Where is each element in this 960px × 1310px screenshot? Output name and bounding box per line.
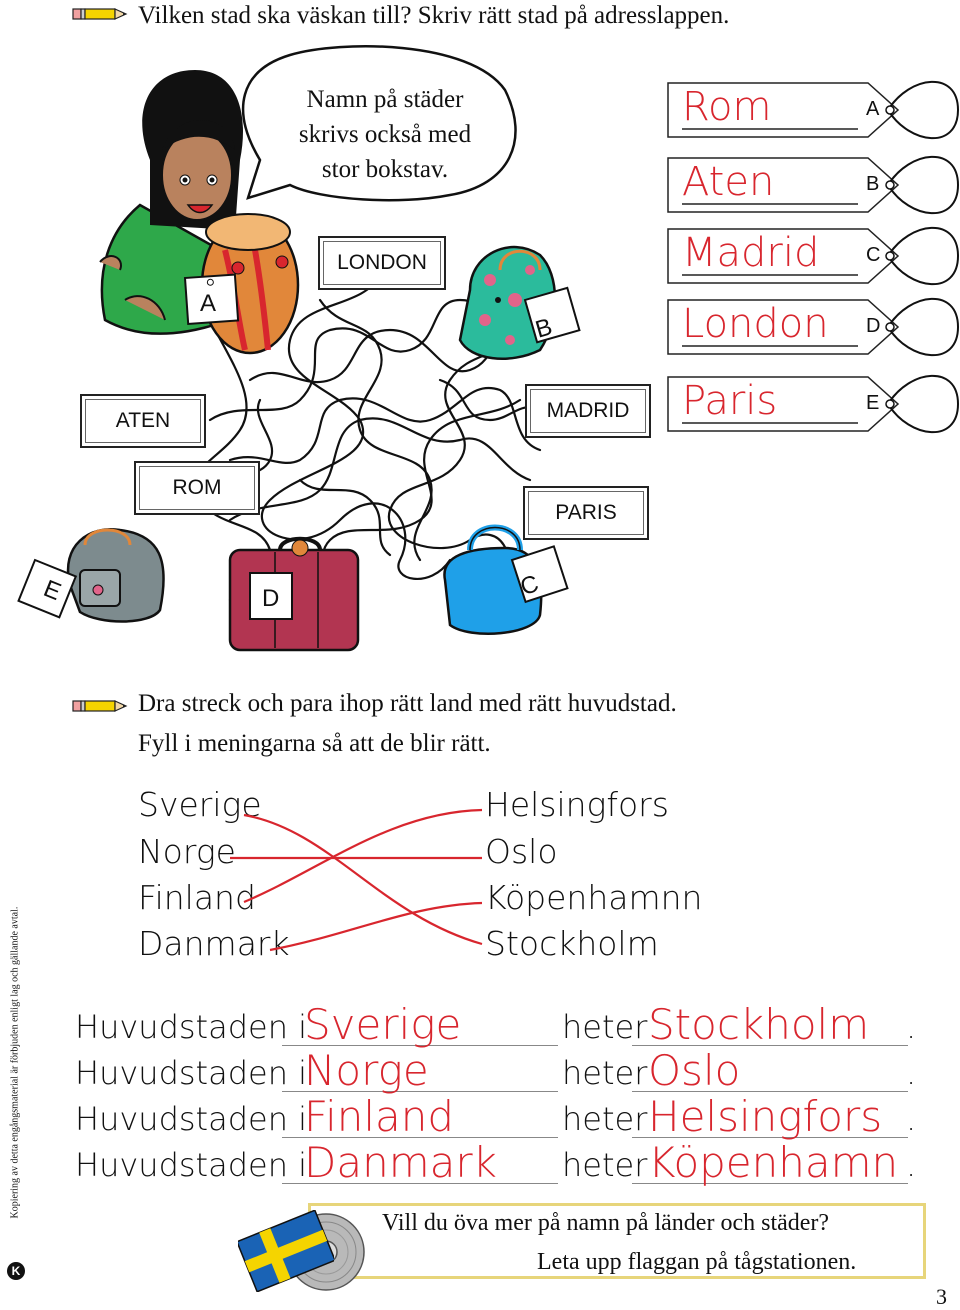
country-word: Finland: [138, 878, 256, 917]
city-box-london: LONDON: [318, 236, 446, 290]
address-tag-d-letter: D: [866, 315, 881, 337]
match-line-sverige-stockholm: [244, 815, 482, 944]
address-tag-e-city: Paris: [682, 378, 778, 424]
address-tag-c-city: Madrid: [682, 230, 820, 276]
answer-country[interactable]: Danmark: [304, 1138, 497, 1187]
address-tag-d-city: London: [682, 301, 829, 347]
city-box-madrid: MADRID: [525, 384, 651, 438]
bag-tag-e-label: E: [39, 575, 65, 607]
sentence-end: .: [906, 1008, 917, 1046]
bag-tag-a-label: A: [200, 290, 217, 317]
swedish-flag-icon: [238, 1210, 334, 1296]
extra-box-line1: Vill du öva mer på namn på länder och städer?: [382, 1210, 830, 1236]
extra-box-line2: Leta upp flaggan på tågstationen.: [537, 1249, 857, 1275]
page-number: 3: [936, 1284, 947, 1309]
sentence-prefix: Huvudstaden i: [75, 1008, 308, 1046]
address-tag-a-city: Rom: [682, 84, 772, 130]
country-word: Sverige: [138, 785, 262, 824]
answer-country[interactable]: Sverige: [304, 1000, 462, 1049]
copyright-note: Kopiering av detta engångsmaterial är förbjuden enligt lag och gällande avtal.: [9, 906, 21, 1219]
tag-loops: [888, 82, 958, 432]
address-tag-a-letter: A: [866, 98, 880, 120]
sentence-middle: heter: [562, 1146, 648, 1184]
address-tag-e-letter: E: [866, 392, 880, 414]
speech-line: skrivs också med: [298, 121, 472, 148]
city-box-aten: ATEN: [80, 394, 206, 448]
bag-tag-d-label: D: [262, 585, 280, 612]
sentence-middle: heter: [562, 1100, 648, 1138]
answer-capital[interactable]: Stockholm: [648, 1000, 870, 1049]
answer-country[interactable]: Norge: [304, 1046, 429, 1095]
bag-e: [68, 529, 164, 621]
capital-word: Oslo: [485, 832, 558, 871]
capital-word: Stockholm: [485, 924, 659, 963]
match-line-finland-helsingfors: [244, 810, 482, 902]
country-word: Norge: [138, 832, 236, 871]
capital-word: Köpenhamnn: [485, 878, 703, 917]
speech-line: stor bokstav.: [321, 156, 449, 183]
publisher-logo: K: [7, 1262, 25, 1280]
bag-tag-c-label: C: [517, 570, 542, 602]
task1-instruction: Vilken stad ska väskan till? Skriv rätt stad på adresslappen.: [138, 2, 730, 29]
city-box-paris: PARIS: [523, 486, 649, 540]
capital-word: Helsingfors: [485, 785, 669, 824]
address-tag-c-letter: C: [866, 244, 881, 266]
speech-line: Namn på städer: [306, 86, 464, 113]
task2-instruction-line1: Dra streck och para ihop rätt land med rätt huvudstad.: [138, 690, 677, 717]
task2-instruction-line2: Fyll i meningarna så att de blir rätt.: [138, 730, 491, 757]
answer-capital[interactable]: Oslo: [648, 1046, 741, 1095]
sentence-end: .: [906, 1146, 917, 1184]
sentence-prefix: Huvudstaden i: [75, 1054, 308, 1092]
address-tag-b-city: Aten: [682, 159, 775, 205]
sentence-end: .: [906, 1054, 917, 1092]
match-line-danmark-kopenhamn: [270, 903, 482, 950]
country-word: Danmark: [138, 924, 290, 963]
sentence-prefix: Huvudstaden i: [75, 1146, 308, 1184]
sentence-middle: heter: [562, 1054, 648, 1092]
answer-capital[interactable]: Köpenhamn: [648, 1138, 899, 1187]
speech-bubble: [260, 82, 510, 187]
sentence-middle: heter: [562, 1008, 648, 1046]
address-tag-b-letter: B: [866, 173, 880, 195]
answer-capital[interactable]: Helsingfors: [648, 1092, 883, 1141]
pencil-icon: [72, 698, 128, 718]
sentence-end: .: [906, 1100, 917, 1138]
matching-lines: [0, 780, 960, 980]
city-box-rom: ROM: [134, 461, 260, 515]
answer-country[interactable]: Finland: [304, 1092, 455, 1141]
bag-tag-b-label: B: [532, 313, 556, 344]
sentence-prefix: Huvudstaden i: [75, 1100, 308, 1138]
